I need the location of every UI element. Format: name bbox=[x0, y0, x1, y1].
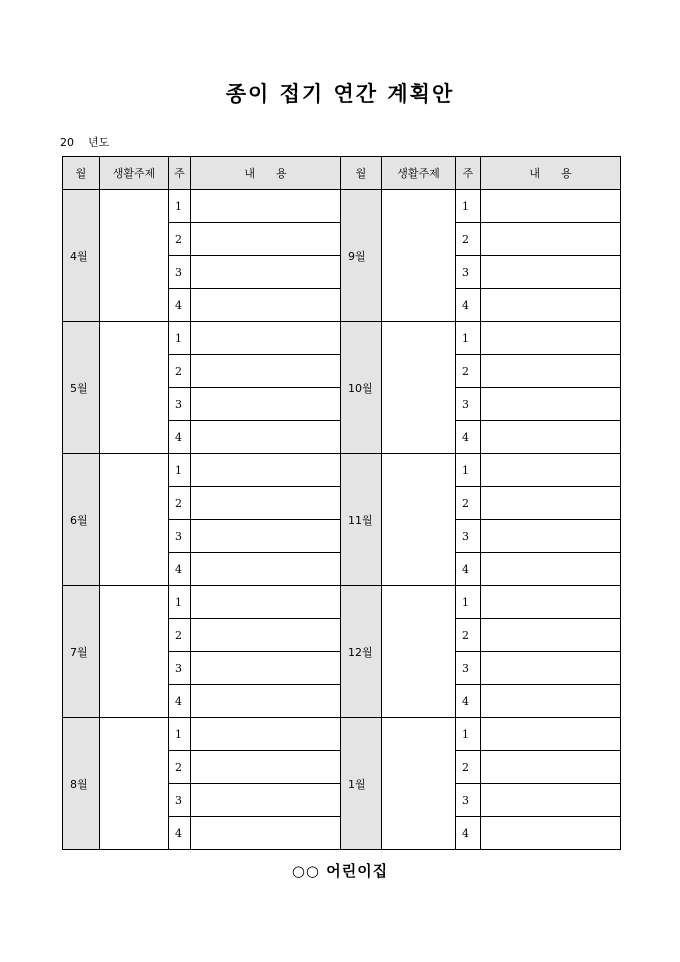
content-cell-left[interactable] bbox=[191, 784, 341, 817]
theme-cell-right[interactable] bbox=[382, 322, 456, 454]
content-cell-left[interactable] bbox=[191, 520, 341, 553]
week-number-left: 3 bbox=[169, 256, 191, 289]
week-number-left: 1 bbox=[169, 190, 191, 223]
month-cell-left: 7월 bbox=[63, 586, 100, 718]
content-cell-right[interactable] bbox=[481, 685, 621, 718]
week-number-right: 1 bbox=[456, 586, 481, 619]
week-number-right: 3 bbox=[456, 652, 481, 685]
week-number-right: 3 bbox=[456, 520, 481, 553]
header-row bbox=[63, 157, 621, 190]
theme-cell-left[interactable] bbox=[100, 586, 169, 718]
week-number-left: 2 bbox=[169, 487, 191, 520]
content-cell-left[interactable] bbox=[191, 619, 341, 652]
content-cell-left[interactable] bbox=[191, 718, 341, 751]
header-week-right: 주 bbox=[456, 157, 481, 190]
page-title: 종이 접기 연간 계획안 bbox=[225, 81, 455, 106]
content-cell-left[interactable] bbox=[191, 388, 341, 421]
year-suffix: 년도 bbox=[88, 136, 110, 149]
week-number-right: 4 bbox=[456, 421, 481, 454]
content-cell-right[interactable] bbox=[481, 718, 621, 751]
content-cell-left[interactable] bbox=[191, 685, 341, 718]
week-row bbox=[63, 718, 621, 751]
year-line bbox=[60, 134, 109, 150]
footer-institution: ○○ 어린이집 bbox=[291, 862, 389, 880]
week-number-right: 3 bbox=[456, 388, 481, 421]
week-number-right: 1 bbox=[456, 190, 481, 223]
week-number-left: 1 bbox=[169, 586, 191, 619]
week-number-left: 2 bbox=[169, 355, 191, 388]
header-month-left: 월 bbox=[63, 157, 100, 190]
week-number-left: 2 bbox=[169, 619, 191, 652]
theme-cell-left[interactable] bbox=[100, 190, 169, 322]
week-number-right: 4 bbox=[456, 817, 481, 850]
theme-cell-right[interactable] bbox=[382, 190, 456, 322]
content-cell-right[interactable] bbox=[481, 223, 621, 256]
week-row bbox=[63, 190, 621, 223]
month-cell-right: 12월 bbox=[341, 586, 382, 718]
content-cell-left[interactable] bbox=[191, 454, 341, 487]
content-cell-right[interactable] bbox=[481, 388, 621, 421]
header-week-left: 주 bbox=[169, 157, 191, 190]
content-cell-right[interactable] bbox=[481, 520, 621, 553]
content-cell-right[interactable] bbox=[481, 322, 621, 355]
week-number-right: 2 bbox=[456, 619, 481, 652]
content-cell-right[interactable] bbox=[481, 289, 621, 322]
content-cell-right[interactable] bbox=[481, 421, 621, 454]
week-number-left: 2 bbox=[169, 223, 191, 256]
content-cell-left[interactable] bbox=[191, 553, 341, 586]
theme-cell-right[interactable] bbox=[382, 586, 456, 718]
content-cell-right[interactable] bbox=[481, 784, 621, 817]
content-cell-left[interactable] bbox=[191, 652, 341, 685]
week-number-left: 2 bbox=[169, 751, 191, 784]
content-cell-left[interactable] bbox=[191, 289, 341, 322]
content-cell-right[interactable] bbox=[481, 487, 621, 520]
theme-cell-right[interactable] bbox=[382, 454, 456, 586]
header-theme-right: 생활주제 bbox=[382, 157, 456, 190]
week-number-left: 3 bbox=[169, 784, 191, 817]
content-cell-right[interactable] bbox=[481, 652, 621, 685]
content-cell-left[interactable] bbox=[191, 322, 341, 355]
content-cell-right[interactable] bbox=[481, 190, 621, 223]
theme-cell-left[interactable] bbox=[100, 322, 169, 454]
content-cell-right[interactable] bbox=[481, 454, 621, 487]
content-cell-left[interactable] bbox=[191, 586, 341, 619]
content-cell-left[interactable] bbox=[191, 355, 341, 388]
content-cell-left[interactable] bbox=[191, 487, 341, 520]
content-cell-left[interactable] bbox=[191, 256, 341, 289]
week-number-left: 3 bbox=[169, 520, 191, 553]
content-cell-left[interactable] bbox=[191, 223, 341, 256]
week-number-left: 4 bbox=[169, 817, 191, 850]
week-number-left: 3 bbox=[169, 388, 191, 421]
month-cell-right: 11월 bbox=[341, 454, 382, 586]
month-cell-left: 4월 bbox=[63, 190, 100, 322]
header-month-right: 월 bbox=[341, 157, 382, 190]
week-number-right: 4 bbox=[456, 553, 481, 586]
week-number-left: 4 bbox=[169, 289, 191, 322]
week-number-right: 2 bbox=[456, 355, 481, 388]
week-number-right: 1 bbox=[456, 454, 481, 487]
content-cell-right[interactable] bbox=[481, 817, 621, 850]
content-cell-right[interactable] bbox=[481, 355, 621, 388]
content-cell-right[interactable] bbox=[481, 256, 621, 289]
week-number-left: 1 bbox=[169, 454, 191, 487]
month-cell-right: 9월 bbox=[341, 190, 382, 322]
week-number-right: 3 bbox=[456, 784, 481, 817]
content-cell-right[interactable] bbox=[481, 619, 621, 652]
week-number-right: 2 bbox=[456, 751, 481, 784]
content-cell-left[interactable] bbox=[191, 190, 341, 223]
theme-cell-left[interactable] bbox=[100, 454, 169, 586]
theme-cell-right[interactable] bbox=[382, 718, 456, 850]
content-cell-left[interactable] bbox=[191, 421, 341, 454]
annual-plan-table bbox=[62, 156, 621, 850]
week-row bbox=[63, 322, 621, 355]
week-number-right: 4 bbox=[456, 289, 481, 322]
week-number-right: 2 bbox=[456, 487, 481, 520]
content-cell-left[interactable] bbox=[191, 751, 341, 784]
week-row bbox=[63, 454, 621, 487]
header-content-right: 내 용 bbox=[481, 157, 621, 190]
week-number-right: 1 bbox=[456, 718, 481, 751]
month-cell-right: 1월 bbox=[341, 718, 382, 850]
content-cell-left[interactable] bbox=[191, 817, 341, 850]
header-content-left: 내 용 bbox=[191, 157, 341, 190]
content-cell-right[interactable] bbox=[481, 586, 621, 619]
week-number-left: 3 bbox=[169, 652, 191, 685]
week-number-right: 2 bbox=[456, 223, 481, 256]
week-number-left: 4 bbox=[169, 421, 191, 454]
header-theme-left: 생활주제 bbox=[100, 157, 169, 190]
week-number-right: 3 bbox=[456, 256, 481, 289]
week-row bbox=[63, 586, 621, 619]
week-number-right: 4 bbox=[456, 685, 481, 718]
theme-cell-left[interactable] bbox=[100, 718, 169, 850]
week-number-left: 1 bbox=[169, 718, 191, 751]
month-cell-left: 6월 bbox=[63, 454, 100, 586]
month-cell-left: 8월 bbox=[63, 718, 100, 850]
week-number-left: 4 bbox=[169, 685, 191, 718]
week-number-left: 4 bbox=[169, 553, 191, 586]
month-cell-right: 10월 bbox=[341, 322, 382, 454]
content-cell-right[interactable] bbox=[481, 751, 621, 784]
week-number-left: 1 bbox=[169, 322, 191, 355]
month-cell-left: 5월 bbox=[63, 322, 100, 454]
content-cell-right[interactable] bbox=[481, 553, 621, 586]
year-value: 20 bbox=[60, 136, 74, 149]
week-number-right: 1 bbox=[456, 322, 481, 355]
